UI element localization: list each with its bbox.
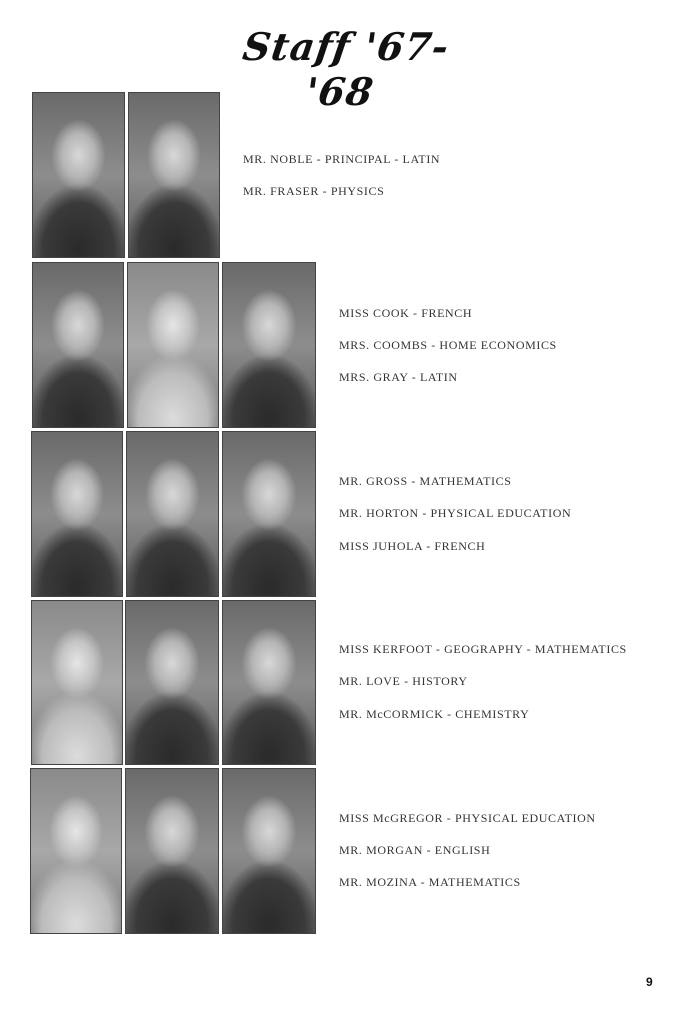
staff-caption: MR. FRASER - PHYSICS [243, 184, 385, 198]
staff-photo-mozina [222, 768, 316, 934]
staff-photo-horton [126, 431, 219, 597]
staff-photo-mcgregor [30, 768, 122, 934]
staff-caption: MRS. COOMBS - HOME ECONOMICS [339, 338, 557, 352]
staff-photo-noble [32, 92, 125, 258]
staff-caption: MISS JUHOLA - FRENCH [339, 539, 486, 553]
staff-caption: MR. NOBLE - PRINCIPAL - LATIN [243, 152, 441, 166]
staff-caption: MR. MORGAN - ENGLISH [339, 843, 491, 857]
staff-photo-morgan [125, 768, 219, 934]
page-number: 9 [646, 975, 653, 989]
staff-caption: MR. GROSS - MATHEMATICS [339, 474, 512, 488]
staff-photo-fraser [128, 92, 220, 258]
staff-caption: MISS COOK - FRENCH [339, 306, 473, 320]
staff-caption: MR. McCORMICK - CHEMISTRY [339, 707, 530, 721]
page-title: Staff '67-'68 [240, 24, 453, 114]
staff-photo-juhola [222, 431, 316, 597]
staff-photo-gray [222, 262, 316, 428]
staff-caption: MR. MOZINA - MATHEMATICS [339, 875, 521, 889]
staff-caption: MR. HORTON - PHYSICAL EDUCATION [339, 506, 572, 520]
staff-caption: MISS KERFOOT - GEOGRAPHY - MATHEMATICS [339, 642, 627, 656]
staff-photo-cook [32, 262, 124, 428]
staff-photo-love [125, 600, 219, 765]
staff-photo-mccormick [222, 600, 316, 765]
staff-photo-coombs [127, 262, 219, 428]
staff-caption: MISS McGREGOR - PHYSICAL EDUCATION [339, 811, 596, 825]
staff-photo-gross [31, 431, 123, 597]
staff-caption: MR. LOVE - HISTORY [339, 674, 468, 688]
staff-photo-kerfoot [31, 600, 123, 765]
staff-caption: MRS. GRAY - LATIN [339, 370, 458, 384]
